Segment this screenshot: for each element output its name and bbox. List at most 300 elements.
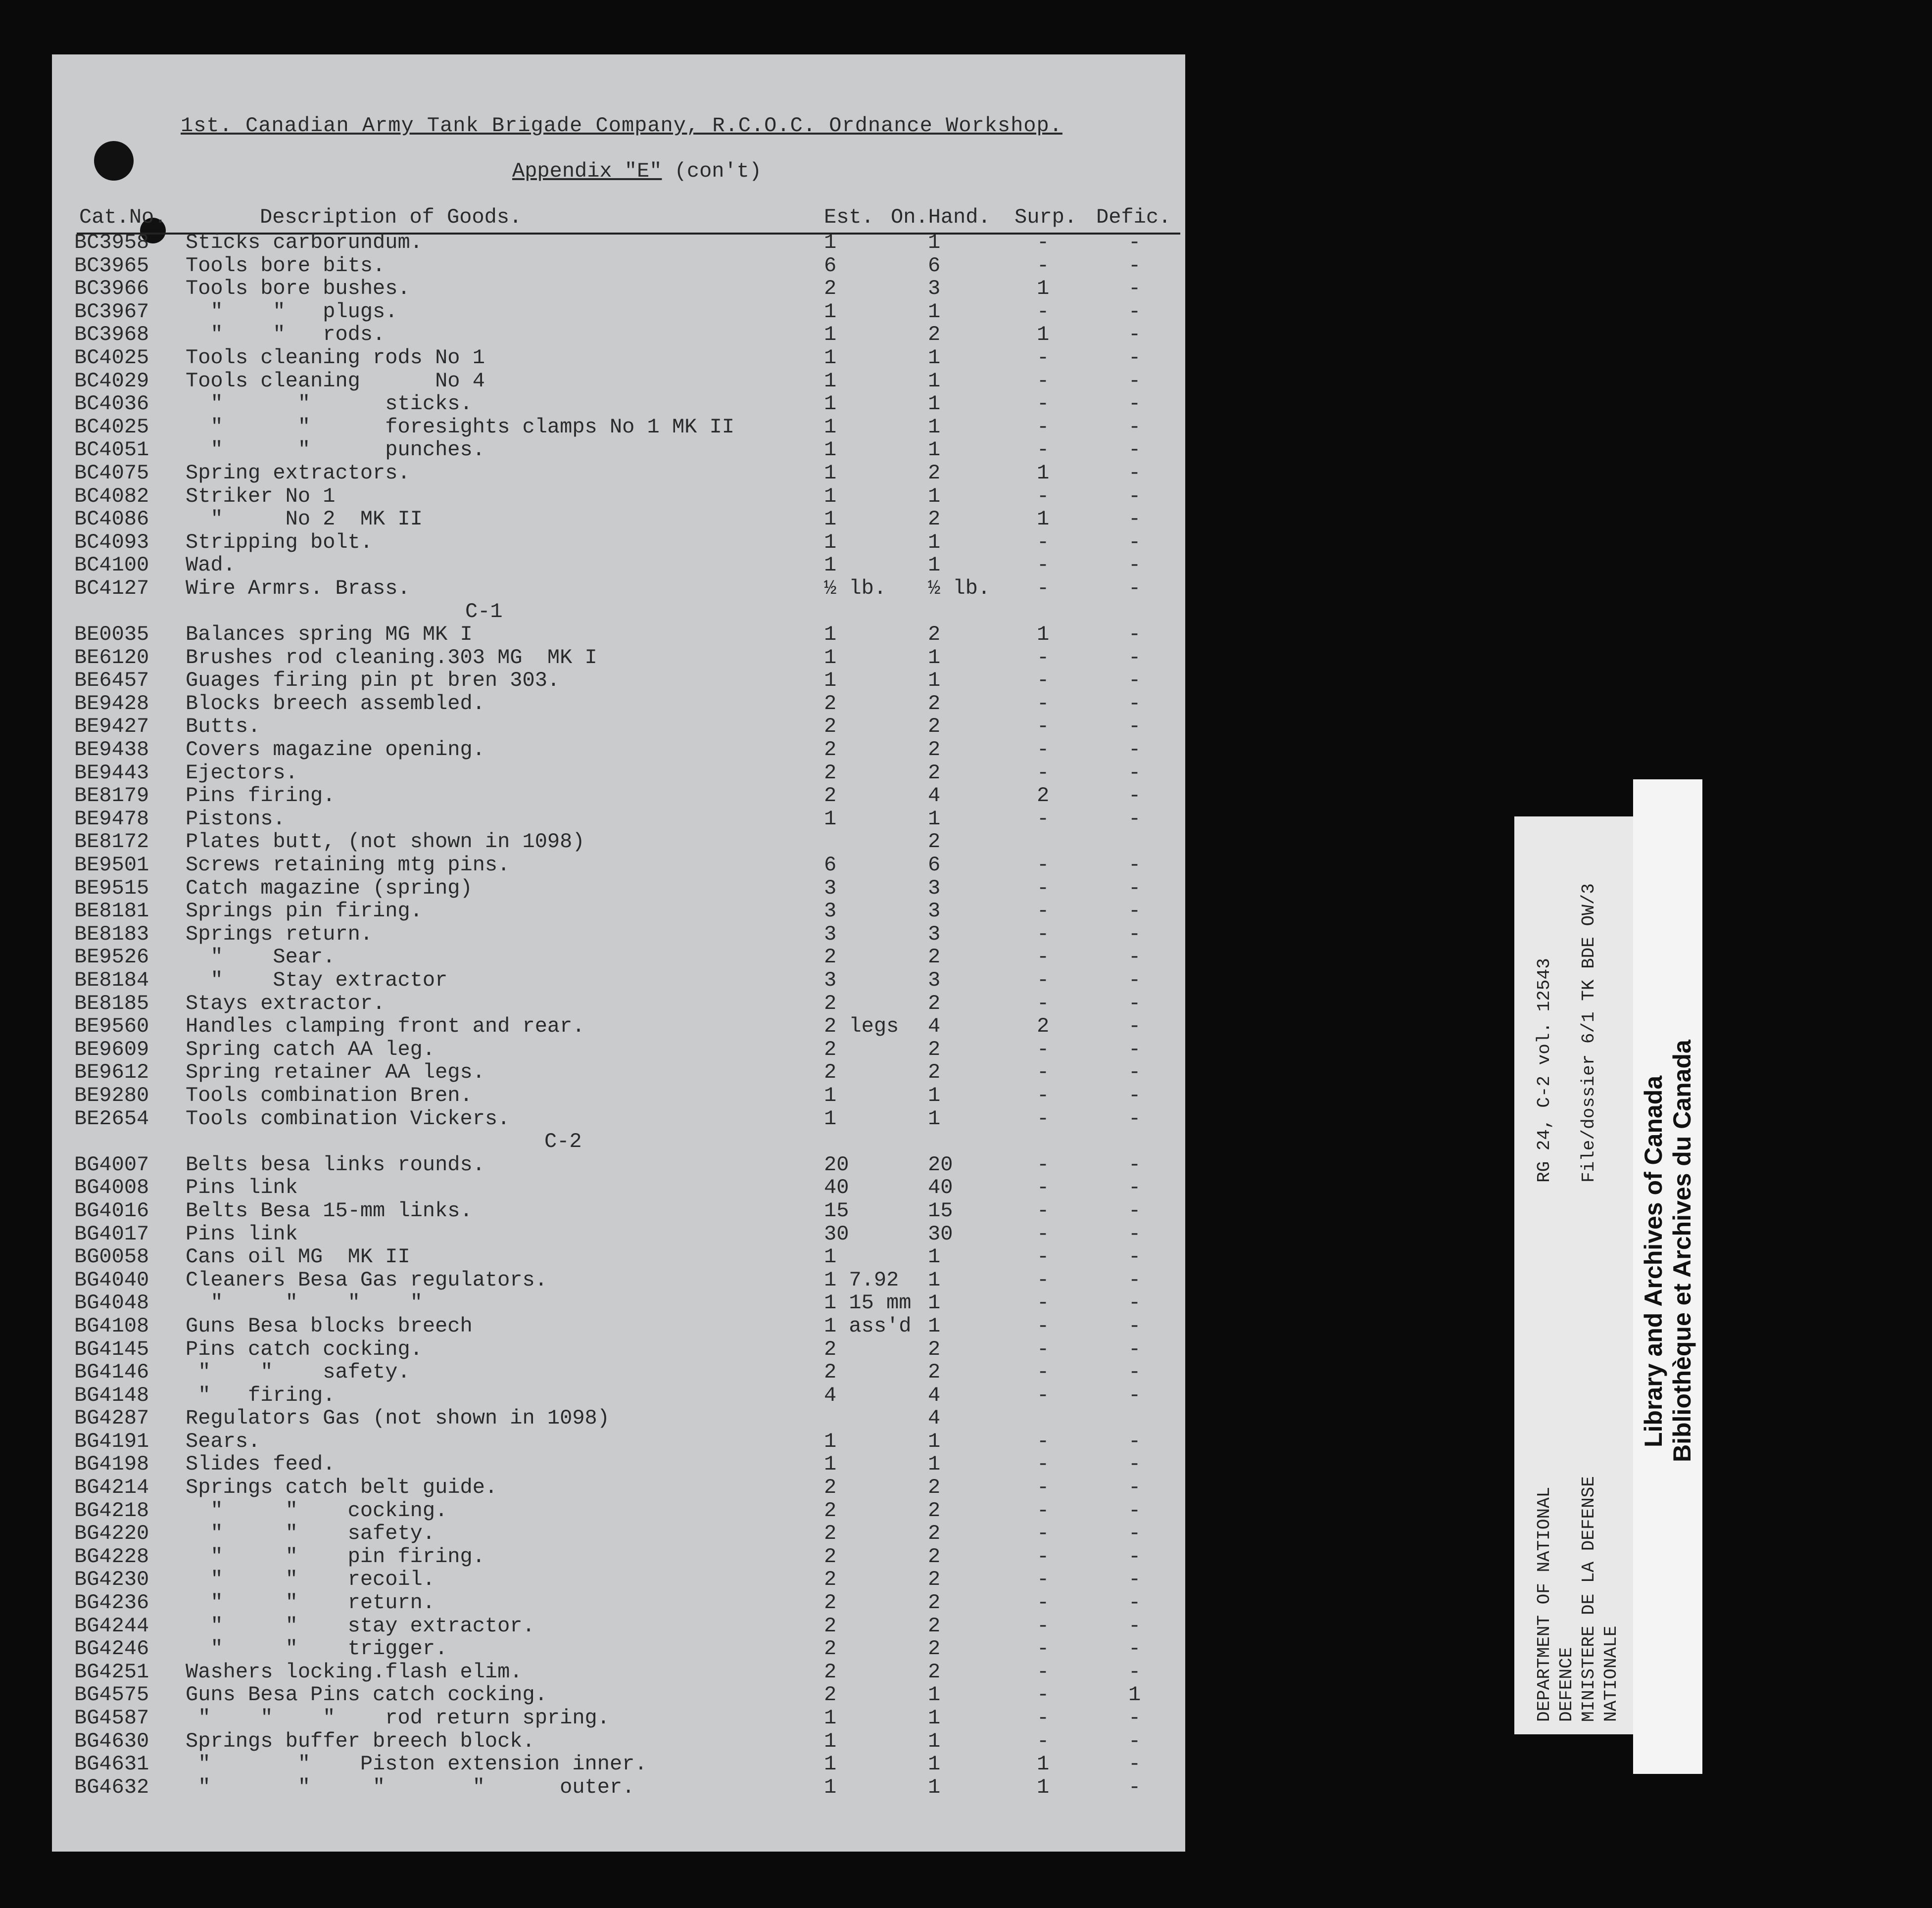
table-row xyxy=(52,715,1185,738)
table-row xyxy=(52,1153,1185,1177)
cell-description: " No 2 MK II xyxy=(186,507,423,531)
archive-department-fr: MINISTERE DE LA DEFENSE xyxy=(1579,1476,1599,1722)
cell-defic: - xyxy=(1128,1245,1141,1269)
cell-defic: - xyxy=(1128,1522,1141,1546)
cell-defic: - xyxy=(1128,1360,1141,1384)
cell-surp: - xyxy=(1037,1591,1050,1615)
cell-defic: - xyxy=(1128,1476,1141,1500)
cell-cat-no: BG4630 xyxy=(74,1729,149,1753)
cell-on-hand: 2 xyxy=(928,461,941,485)
cell-surp: - xyxy=(1037,1360,1050,1384)
cell-defic: - xyxy=(1128,807,1141,831)
cell-surp: - xyxy=(1037,345,1050,370)
cell-surp: - xyxy=(1037,415,1050,439)
cell-on-hand: 1 xyxy=(928,1706,941,1730)
cell-cat-no: BC3965 xyxy=(74,253,149,278)
cell-est: 40 xyxy=(824,1176,849,1200)
cell-est: 2 legs xyxy=(824,1014,899,1039)
cell-surp: - xyxy=(1037,530,1050,554)
cell-cat-no: BE0035 xyxy=(74,622,149,647)
cell-est: 2 xyxy=(824,1660,837,1684)
cell-on-hand: 1 xyxy=(928,1429,941,1453)
cell-defic: - xyxy=(1128,438,1141,462)
cell-est: 15 xyxy=(824,1198,849,1223)
cell-on-hand: 1 xyxy=(928,1245,941,1269)
table-row xyxy=(52,1315,1185,1338)
cell-on-hand: 2 xyxy=(928,1591,941,1615)
cell-description: " " rods. xyxy=(186,323,386,347)
cell-surp: - xyxy=(1037,484,1050,508)
table-row xyxy=(52,531,1185,554)
cell-est: 2 xyxy=(824,1544,837,1569)
cell-on-hand: 2 xyxy=(928,1037,941,1061)
table-row xyxy=(52,1591,1185,1615)
cell-defic: 1 xyxy=(1128,1683,1141,1707)
table-row xyxy=(52,1776,1185,1799)
cell-cat-no: BE9478 xyxy=(74,807,149,831)
cell-est: 2 xyxy=(824,277,837,301)
cell-surp: - xyxy=(1037,231,1050,254)
table-row xyxy=(52,762,1185,785)
cell-on-hand: 2 xyxy=(928,1060,941,1085)
cell-est: 2 xyxy=(824,738,837,762)
cell-cat-no: BE8181 xyxy=(74,899,149,923)
cell-on-hand: 2 xyxy=(928,323,941,347)
cell-defic: - xyxy=(1128,1014,1141,1039)
cell-description: Cleaners Besa Gas regulators. xyxy=(186,1268,547,1292)
cell-surp: 2 xyxy=(1037,784,1050,808)
cell-est: 1 xyxy=(824,461,837,485)
cell-description: Wad. xyxy=(186,553,236,577)
cell-cat-no: BG4632 xyxy=(74,1775,149,1799)
table-row xyxy=(52,346,1185,370)
cell-cat-no: BC4051 xyxy=(74,438,149,462)
cell-cat-no: BC4127 xyxy=(74,576,149,600)
cell-cat-no: BC3958 xyxy=(74,231,149,254)
cell-cat-no: BE8183 xyxy=(74,922,149,946)
column-header-description: Description of Goods. xyxy=(260,205,522,229)
cell-defic: - xyxy=(1128,945,1141,969)
cell-defic: - xyxy=(1128,1775,1141,1799)
cell-est: 2 xyxy=(824,991,837,1015)
cell-defic: - xyxy=(1128,968,1141,992)
cell-description: Springs pin firing. xyxy=(186,899,423,923)
cell-description: Tools bore bits. xyxy=(186,253,386,278)
cell-cat-no: BG4575 xyxy=(74,1683,149,1707)
table-row xyxy=(52,1545,1185,1569)
cell-est: 2 xyxy=(824,715,837,739)
cell-est: 1 xyxy=(824,530,837,554)
cell-cat-no: BE8184 xyxy=(74,968,149,992)
archive-reference-label xyxy=(1514,816,1638,1734)
cell-description: " " pin firing. xyxy=(186,1544,485,1569)
cell-surp: - xyxy=(1037,876,1050,900)
cell-description: Tools cleaning rods No 1 xyxy=(186,345,485,370)
cell-defic: - xyxy=(1128,691,1141,716)
cell-est: 1 xyxy=(824,415,837,439)
cell-surp: - xyxy=(1037,1637,1050,1661)
cell-defic: - xyxy=(1128,299,1141,324)
cell-defic: - xyxy=(1128,530,1141,554)
column-header-defic: Defic. xyxy=(1096,205,1171,229)
cell-description: Sears. xyxy=(186,1429,261,1453)
cell-on-hand: 2 xyxy=(928,991,941,1015)
cell-on-hand: 1 xyxy=(928,369,941,393)
cell-est: 6 xyxy=(824,853,837,877)
cell-surp: 1 xyxy=(1037,277,1050,301)
cell-description: Butts. xyxy=(186,715,261,739)
cell-cat-no: BE9501 xyxy=(74,853,149,877)
table-row xyxy=(52,1522,1185,1545)
cell-cat-no: BE9438 xyxy=(74,738,149,762)
cell-defic: - xyxy=(1128,1614,1141,1638)
table-row xyxy=(52,830,1185,854)
cell-description: " " return. xyxy=(186,1591,435,1615)
cell-cat-no: BE9560 xyxy=(74,1014,149,1039)
cell-est: 1 ass'd xyxy=(824,1314,912,1338)
cell-cat-no: BE9515 xyxy=(74,876,149,900)
cell-cat-no: BG4146 xyxy=(74,1360,149,1384)
table-row xyxy=(52,1015,1185,1038)
archive-brand-fr: Bibliothèque et Archives du Canada xyxy=(1668,1040,1696,1462)
cell-est: 20 xyxy=(824,1152,849,1177)
column-header-on-hand: On.Hand. xyxy=(891,205,991,229)
section-label: C-2 xyxy=(544,1130,582,1154)
cell-description: Plates butt, (not shown in 1098) xyxy=(186,830,585,854)
cell-est: 2 xyxy=(824,1037,837,1061)
cell-description: " Stay extractor xyxy=(186,968,448,992)
cell-defic: - xyxy=(1128,1314,1141,1338)
cell-cat-no: BG4108 xyxy=(74,1314,149,1338)
cell-surp: - xyxy=(1037,1706,1050,1730)
table-row xyxy=(52,646,1185,669)
section-label: C-1 xyxy=(465,599,503,623)
cell-est: 1 xyxy=(824,1452,837,1477)
cell-on-hand: 1 xyxy=(928,553,941,577)
cell-defic: - xyxy=(1128,1660,1141,1684)
cell-surp: - xyxy=(1037,1314,1050,1338)
table-row xyxy=(52,1615,1185,1638)
cell-description: Brushes rod cleaning.303 MG MK I xyxy=(186,645,597,669)
cell-description: Pistons. xyxy=(186,807,286,831)
cell-surp: 1 xyxy=(1037,461,1050,485)
cell-surp: - xyxy=(1037,253,1050,278)
cell-est: 30 xyxy=(824,1222,849,1246)
cell-est: 1 xyxy=(824,553,837,577)
cell-cat-no: BG0058 xyxy=(74,1245,149,1269)
table-row xyxy=(52,508,1185,531)
cell-on-hand: 1 xyxy=(928,1452,941,1477)
cell-on-hand: ½ lb. xyxy=(928,576,991,600)
cell-description: " " " rod return spring. xyxy=(186,1706,610,1730)
cell-description: " " sticks. xyxy=(186,392,473,416)
cell-surp: - xyxy=(1037,576,1050,600)
cell-est: 1 xyxy=(824,1245,837,1269)
table-row xyxy=(52,1361,1185,1384)
cell-est: 2 xyxy=(824,1683,837,1707)
cell-cat-no: BE8172 xyxy=(74,830,149,854)
cell-cat-no: BE6457 xyxy=(74,668,149,693)
cell-surp: - xyxy=(1037,1268,1050,1292)
cell-on-hand: 1 xyxy=(928,299,941,324)
cell-surp: - xyxy=(1037,1660,1050,1684)
table-row xyxy=(52,300,1185,324)
cell-est: 1 xyxy=(824,299,837,324)
cell-description: Screws retaining mtg pins. xyxy=(186,853,510,877)
cell-on-hand: 3 xyxy=(928,922,941,946)
table-row xyxy=(52,1223,1185,1246)
cell-cat-no: BC4100 xyxy=(74,553,149,577)
cell-est: 2 xyxy=(824,1498,837,1523)
cell-on-hand: 1 xyxy=(928,1083,941,1107)
cell-surp: - xyxy=(1037,1614,1050,1638)
cell-defic: - xyxy=(1128,369,1141,393)
cell-surp: - xyxy=(1037,369,1050,393)
table-row xyxy=(52,254,1185,278)
cell-description: Cans oil MG MK II xyxy=(186,1245,410,1269)
cell-description: Pins firing. xyxy=(186,784,336,808)
cell-on-hand: 1 xyxy=(928,231,941,254)
cell-cat-no: BC3968 xyxy=(74,323,149,347)
cell-description: Springs catch belt guide. xyxy=(186,1476,498,1500)
table-row xyxy=(52,992,1185,1015)
cell-defic: - xyxy=(1128,1752,1141,1776)
cell-defic: - xyxy=(1128,715,1141,739)
cell-defic: - xyxy=(1128,415,1141,439)
document-subtitle xyxy=(512,159,762,183)
cell-on-hand: 1 xyxy=(928,1775,941,1799)
cell-on-hand: 1 xyxy=(928,392,941,416)
cell-cat-no: BG4631 xyxy=(74,1752,149,1776)
cell-on-hand: 3 xyxy=(928,277,941,301)
table-row xyxy=(52,416,1185,439)
cell-cat-no: BG4016 xyxy=(74,1198,149,1223)
cell-on-hand: 2 xyxy=(928,1660,941,1684)
cell-defic: - xyxy=(1128,1198,1141,1223)
cell-on-hand: 2 xyxy=(928,507,941,531)
cell-description: " " safety. xyxy=(186,1360,410,1384)
cell-surp: 1 xyxy=(1037,1752,1050,1776)
cell-est: 1 xyxy=(824,645,837,669)
cell-surp: - xyxy=(1037,1083,1050,1107)
cell-description: Guages firing pin pt bren 303. xyxy=(186,668,560,693)
cell-description: " Sear. xyxy=(186,945,336,969)
cell-description: Washers locking.flash elim. xyxy=(186,1660,523,1684)
cell-est: ½ lb. xyxy=(824,576,887,600)
cell-description: Ejectors. xyxy=(186,761,298,785)
cell-defic: - xyxy=(1128,231,1141,254)
cell-est: 1 xyxy=(824,622,837,647)
cell-est: 1 xyxy=(824,1752,837,1776)
cell-surp: - xyxy=(1037,645,1050,669)
cell-on-hand: 30 xyxy=(928,1222,953,1246)
cell-cat-no: BG4244 xyxy=(74,1614,149,1638)
cell-on-hand: 1 xyxy=(928,1752,941,1776)
cell-on-hand: 1 xyxy=(928,807,941,831)
document-page xyxy=(52,54,1185,1852)
table-row xyxy=(52,1245,1185,1269)
cell-on-hand: 3 xyxy=(928,968,941,992)
column-header-est: Est. xyxy=(824,205,874,229)
cell-surp: 1 xyxy=(1037,507,1050,531)
cell-surp: - xyxy=(1037,1476,1050,1500)
cell-description: Spring extractors. xyxy=(186,461,410,485)
cell-est: 1 xyxy=(824,1429,837,1453)
cell-cat-no: BE9443 xyxy=(74,761,149,785)
table-row xyxy=(52,969,1185,992)
table-row xyxy=(52,1407,1185,1430)
cell-defic: - xyxy=(1128,761,1141,785)
cell-cat-no: BG4007 xyxy=(74,1152,149,1177)
cell-surp: - xyxy=(1037,738,1050,762)
cell-defic: - xyxy=(1128,738,1141,762)
cell-surp: - xyxy=(1037,553,1050,577)
cell-surp: 1 xyxy=(1037,323,1050,347)
cell-cat-no: BC3966 xyxy=(74,277,149,301)
cell-description: Pins catch cocking. xyxy=(186,1337,423,1361)
cell-description: " " punches. xyxy=(186,438,485,462)
cell-defic: - xyxy=(1128,991,1141,1015)
cell-est: 6 xyxy=(824,253,837,278)
cell-defic: - xyxy=(1128,1152,1141,1177)
cell-cat-no: BG4048 xyxy=(74,1291,149,1315)
table-row xyxy=(52,1084,1185,1107)
cell-cat-no: BC4082 xyxy=(74,484,149,508)
cell-description: Belts Besa 15-mm links. xyxy=(186,1198,473,1223)
column-header-surp: Surp. xyxy=(1014,205,1077,229)
cell-surp: - xyxy=(1037,922,1050,946)
cell-on-hand: 2 xyxy=(928,1544,941,1569)
cell-on-hand: 1 xyxy=(928,484,941,508)
table-row xyxy=(52,1568,1185,1591)
cell-defic: - xyxy=(1128,253,1141,278)
cell-cat-no: BG4191 xyxy=(74,1429,149,1453)
cell-description: Sticks carborundum. xyxy=(186,231,423,254)
cell-est: 3 xyxy=(824,922,837,946)
cell-est: 2 xyxy=(824,1614,837,1638)
cell-on-hand: 2 xyxy=(928,945,941,969)
cell-on-hand: 2 xyxy=(928,738,941,762)
cell-cat-no: BE9428 xyxy=(74,691,149,716)
cell-on-hand: 2 xyxy=(928,1476,941,1500)
cell-description: Catch magazine (spring) xyxy=(186,876,473,900)
cell-defic: - xyxy=(1128,622,1141,647)
table-row xyxy=(52,808,1185,831)
cell-est: 1 xyxy=(824,1083,837,1107)
cell-cat-no: BC3967 xyxy=(74,299,149,324)
cell-surp: - xyxy=(1037,1152,1050,1177)
cell-est: 1 xyxy=(824,392,837,416)
cell-defic: - xyxy=(1128,1060,1141,1085)
table-row xyxy=(52,1499,1185,1523)
cell-cat-no: BG4287 xyxy=(74,1406,149,1431)
cell-defic: - xyxy=(1128,899,1141,923)
cell-est: 2 xyxy=(824,945,837,969)
cell-defic: - xyxy=(1128,461,1141,485)
archive-brand-label xyxy=(1633,779,1702,1774)
cell-surp: - xyxy=(1037,1429,1050,1453)
cell-on-hand: 2 xyxy=(928,761,941,785)
cell-description: Pins link xyxy=(186,1176,298,1200)
cell-surp: - xyxy=(1037,1568,1050,1592)
cell-description: " " recoil. xyxy=(186,1568,435,1592)
table-row xyxy=(52,392,1185,416)
cell-surp: 1 xyxy=(1037,1775,1050,1799)
cell-cat-no: BC4025 xyxy=(74,415,149,439)
cell-est: 1 xyxy=(824,484,837,508)
cell-est: 1 xyxy=(824,1729,837,1753)
cell-est: 2 xyxy=(824,1360,837,1384)
cell-est: 2 xyxy=(824,761,837,785)
cell-description: Regulators Gas (not shown in 1098) xyxy=(186,1406,610,1431)
cell-description: Handles clamping front and rear. xyxy=(186,1014,585,1039)
cell-description: Springs buffer breech block. xyxy=(186,1729,535,1753)
cell-est: 2 xyxy=(824,1337,837,1361)
table-row xyxy=(52,923,1185,946)
cell-est: 1 xyxy=(824,438,837,462)
cell-on-hand: 4 xyxy=(928,1383,941,1407)
cell-est: 1 7.92 xyxy=(824,1268,899,1292)
cell-cat-no: BC4086 xyxy=(74,507,149,531)
cell-est: 2 xyxy=(824,784,837,808)
cell-cat-no: BC4029 xyxy=(74,369,149,393)
table-row xyxy=(52,1683,1185,1707)
cell-cat-no: BG4236 xyxy=(74,1591,149,1615)
cell-defic: - xyxy=(1128,1176,1141,1200)
cell-cat-no: BE9427 xyxy=(74,715,149,739)
table-row xyxy=(52,1176,1185,1199)
cell-surp: - xyxy=(1037,1291,1050,1315)
cell-defic: - xyxy=(1128,392,1141,416)
cell-on-hand: 1 xyxy=(928,345,941,370)
cell-description: Spring catch AA leg. xyxy=(186,1037,435,1061)
table-row xyxy=(52,1199,1185,1223)
cell-cat-no: BE9280 xyxy=(74,1083,149,1107)
cell-defic: - xyxy=(1128,507,1141,531)
cell-defic: - xyxy=(1128,323,1141,347)
cell-surp: - xyxy=(1037,1544,1050,1569)
table-row xyxy=(52,462,1185,485)
cell-defic: - xyxy=(1128,345,1141,370)
archive-department-en: DEPARTMENT OF NATIONAL xyxy=(1534,1486,1554,1722)
appendix-suffix: (con't) xyxy=(662,159,762,183)
cell-defic: - xyxy=(1128,553,1141,577)
cell-cat-no: BG4251 xyxy=(74,1660,149,1684)
cell-cat-no: BE9612 xyxy=(74,1060,149,1085)
cell-description: Tools combination Vickers. xyxy=(186,1106,510,1131)
appendix-label: Appendix "E" xyxy=(512,159,662,183)
table-row xyxy=(52,1453,1185,1476)
cell-defic: - xyxy=(1128,576,1141,600)
cell-surp: - xyxy=(1037,899,1050,923)
cell-description: Guns Besa blocks breech xyxy=(186,1314,473,1338)
cell-surp: 1 xyxy=(1037,622,1050,647)
cell-est: 3 xyxy=(824,876,837,900)
cell-description: " firing. xyxy=(186,1383,336,1407)
cell-surp: - xyxy=(1037,853,1050,877)
table-row xyxy=(52,877,1185,900)
cell-est: 1 xyxy=(824,1106,837,1131)
cell-surp: - xyxy=(1037,945,1050,969)
cell-description: Wire Armrs. Brass. xyxy=(186,576,410,600)
cell-description: " " Piston extension inner. xyxy=(186,1752,647,1776)
cell-est: 1 xyxy=(824,345,837,370)
table-row xyxy=(52,738,1185,762)
table-row xyxy=(52,1384,1185,1407)
cell-est: 1 xyxy=(824,507,837,531)
archive-brand-en: Library and Archives of Canada xyxy=(1640,1075,1667,1447)
cell-defic: - xyxy=(1128,484,1141,508)
